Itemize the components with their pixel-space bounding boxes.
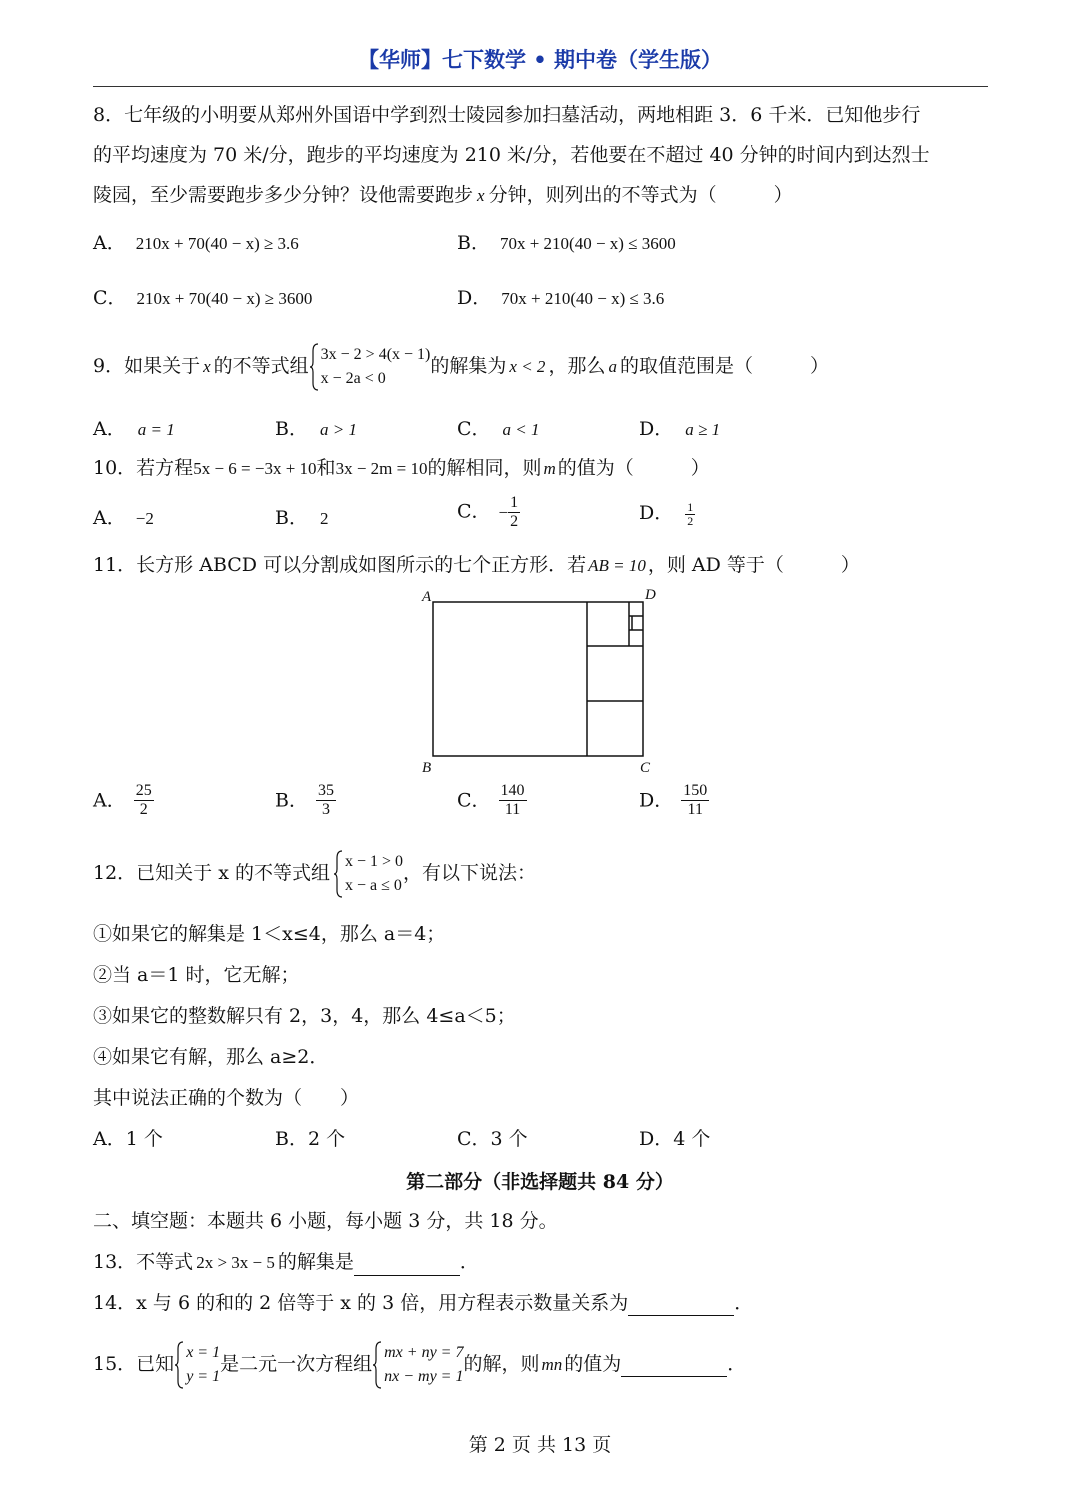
q12-system-row2: x − a ≤ 0 xyxy=(344,877,402,894)
q12-stem xyxy=(93,845,536,901)
q9-text: 的不等式组 xyxy=(213,355,309,377)
q15-stem xyxy=(93,1336,746,1393)
q9-option-c xyxy=(457,416,540,443)
option-value: −2 xyxy=(135,509,154,528)
option-label: C． xyxy=(457,789,491,812)
q15-solution-row2: y = 1 xyxy=(186,1368,221,1385)
option-fraction xyxy=(134,782,154,819)
q15-text: ． xyxy=(727,1353,747,1375)
q15-answer-blank[interactable] xyxy=(621,1354,727,1377)
option-label: A． xyxy=(93,789,126,812)
q12-statement-3: ③如果它的整数解只有 2，3，4，那么 4≤a＜5； xyxy=(93,1005,516,1027)
fraction-denominator: 2 xyxy=(139,801,148,818)
q11-text: ，则 AD 等于（ ） xyxy=(647,554,860,576)
rectangle-abcd xyxy=(433,602,643,756)
q13-inequality: 2x > 3x − 5 xyxy=(196,1253,275,1272)
q9-system-row1: 3x − 2 > 4(x − 1) xyxy=(320,346,431,363)
q8-line1: 8．七年级的小明要从郑州外国语中学到烈士陵园参加扫墓活动，两地相距 3．6 千米．已知他步行 xyxy=(93,104,921,126)
brace-icon xyxy=(174,1341,184,1389)
q9-var-x: x xyxy=(203,357,211,376)
q14-text: 14．x 与 6 的和的 2 倍等于 x 的 3 倍，用方程表示数量关系为 xyxy=(93,1292,629,1314)
q8-line3 xyxy=(93,182,793,209)
option-fraction xyxy=(316,782,336,819)
fill-blank-intro: 二、填空题：本题共 6 小题，每小题 3 分，共 18 分。 xyxy=(93,1210,558,1232)
q12-statement-1: ①如果它的解集是 1＜x≤4，那么 a＝4； xyxy=(93,923,446,945)
option-formula: a ≥ 1 xyxy=(685,420,721,439)
q8-option-c xyxy=(93,285,312,312)
q10-text: 10．若方程 xyxy=(93,457,194,479)
q12-option-a: A．1 个 xyxy=(93,1128,163,1150)
page-header: 【华师】七下数学 • 期中卷（学生版） xyxy=(357,48,723,72)
q12-statement-2: ②当 a＝1 时，它无解； xyxy=(93,964,300,986)
q15-text: 15．已知 xyxy=(93,1353,175,1375)
q8-line2: 的平均速度为 70 米/分，跑步的平均速度为 210 米/分，若他要在不超过 40 分钟的时间内到达烈士 xyxy=(93,144,930,166)
option-label: A． xyxy=(93,232,126,254)
option-label: C． xyxy=(457,500,491,523)
q9-text: ，那么 xyxy=(548,355,606,377)
option-label: D． xyxy=(639,502,674,524)
q12-text: 12．已知关于 x 的不等式组 xyxy=(93,862,330,884)
q13-answer-blank[interactable] xyxy=(354,1253,460,1276)
q15-text: 是二元一次方程组 xyxy=(220,1353,373,1375)
option-label: B． xyxy=(275,507,308,529)
q9-system xyxy=(309,343,431,391)
q10-stem xyxy=(93,455,710,482)
q9-text: 9．如果关于 xyxy=(93,355,201,377)
q13-text: 的解集是 xyxy=(277,1251,354,1273)
q10-text: 的解相同，则 xyxy=(427,457,542,479)
option-label: C． xyxy=(457,418,491,440)
q11-option-d xyxy=(639,782,709,819)
q9-system-row2: x − 2a < 0 xyxy=(320,370,386,387)
vertex-label-b: B xyxy=(422,760,432,776)
q9-var-a: a xyxy=(608,357,617,376)
fraction-numerator: 1 xyxy=(687,499,694,514)
vertex-label-a: A xyxy=(422,589,432,605)
option-formula: 70x + 210(40 − x) ≤ 3.6 xyxy=(501,289,665,308)
q9-text: 的取值范围是（ ） xyxy=(619,355,829,377)
option-formula: 210x + 70(40 − x) ≥ 3.6 xyxy=(135,234,299,253)
option-fraction xyxy=(508,494,520,531)
q8-option-a xyxy=(93,230,299,257)
option-formula: a = 1 xyxy=(137,420,175,439)
q15-equation-system xyxy=(372,1341,463,1389)
q12-option-b: B．2 个 xyxy=(275,1128,346,1150)
option-label: B． xyxy=(275,789,308,812)
fraction-numerator: 25 xyxy=(135,782,152,799)
option-label: B． xyxy=(275,418,308,440)
fraction-denominator: 11 xyxy=(504,801,521,818)
option-label: D． xyxy=(639,789,674,812)
q12-option-d: D．4 个 xyxy=(639,1128,711,1150)
fraction-denominator: 11 xyxy=(687,801,703,818)
brace-icon xyxy=(372,1341,382,1389)
q12-option-c: C．3 个 xyxy=(457,1128,528,1150)
vertex-label-d: D xyxy=(645,587,656,603)
option-label: A． xyxy=(93,418,126,440)
fraction-numerator: 150 xyxy=(683,782,708,799)
q10-text: 和 xyxy=(316,457,336,479)
q8-line3-b: 分钟，则列出的不等式为（ ） xyxy=(488,184,793,206)
option-formula: 210x + 70(40 − x) ≥ 3600 xyxy=(136,289,313,308)
q10-equation-1: 5x − 6 = −3x + 10 xyxy=(193,459,317,478)
q15-text: 的值为 xyxy=(564,1353,622,1375)
q15-text: 的解，则 xyxy=(463,1353,540,1375)
q14-answer-blank[interactable] xyxy=(628,1293,734,1316)
page-footer: 第 2 页 共 13 页 xyxy=(468,1434,612,1456)
option-label: A． xyxy=(93,507,126,529)
vertex-label-c: C xyxy=(640,760,651,776)
option-label: D． xyxy=(457,287,492,309)
q13-text: ． xyxy=(459,1251,479,1273)
option-fraction xyxy=(685,501,695,528)
option-formula: a < 1 xyxy=(502,420,540,439)
q11-text: 11．长方形 ABCD 可以分割成如图所示的七个正方形．若 xyxy=(93,554,587,576)
q9-condition: x < 2 xyxy=(509,357,546,376)
q12-text: ，有以下说法： xyxy=(403,862,537,884)
q9-stem xyxy=(93,338,829,395)
option-formula: 70x + 210(40 − x) ≤ 3600 xyxy=(499,234,676,253)
q13-stem xyxy=(93,1249,479,1276)
q15-equation-row1: mx + ny = 7 xyxy=(384,1344,464,1361)
q10-option-b xyxy=(275,505,328,532)
q11-condition: AB = 10 xyxy=(588,556,646,575)
q9-option-a xyxy=(93,416,175,443)
section-heading: 第二部分（非选择题共 84 分） xyxy=(406,1171,674,1193)
q15-solution-row1: x = 1 xyxy=(186,1344,221,1361)
q14-stem xyxy=(93,1290,753,1316)
fraction-denominator: 3 xyxy=(321,801,330,818)
option-formula: a > 1 xyxy=(319,420,357,439)
q9-option-d xyxy=(639,416,720,443)
fraction-numerator: 1 xyxy=(510,494,519,511)
q9-text: 的解集为 xyxy=(430,355,507,377)
q8-option-b xyxy=(457,230,676,257)
q10-equation-2: 3x − 2m = 10 xyxy=(335,459,428,478)
rectangle-figure xyxy=(410,582,670,780)
brace-icon xyxy=(309,343,319,391)
q15-var-mn: mn xyxy=(541,1355,563,1374)
option-fraction xyxy=(681,782,709,819)
q13-text: 13．不等式 xyxy=(93,1251,194,1273)
q11-stem xyxy=(93,552,860,579)
fraction-numerator: 35 xyxy=(317,782,334,799)
q10-option-d xyxy=(639,500,695,528)
brace-icon xyxy=(333,850,343,898)
q9-option-b xyxy=(275,416,357,443)
q10-option-c xyxy=(457,494,520,531)
q10-var-m: m xyxy=(543,459,556,478)
q8-line3-a: 陵园，至少需要跑步多少分钟？设他需要跑步 xyxy=(93,184,474,206)
header-divider xyxy=(93,86,988,87)
q10-text: 的值为（ ） xyxy=(557,457,710,479)
fraction-numerator: 140 xyxy=(500,782,525,799)
q12-question: 其中说法正确的个数为（ ） xyxy=(93,1087,360,1109)
option-fraction xyxy=(499,782,527,819)
q8-option-d xyxy=(457,285,664,312)
fraction-denominator: 2 xyxy=(687,513,694,528)
fraction-denominator: 2 xyxy=(510,513,519,530)
option-value: 2 xyxy=(319,509,329,528)
q10-option-a xyxy=(93,505,154,532)
q15-equation-row2: nx − my = 1 xyxy=(384,1368,464,1385)
q11-option-c xyxy=(457,782,527,819)
option-sign: − xyxy=(498,502,509,522)
q11-option-a xyxy=(93,782,154,819)
option-label: B． xyxy=(457,232,490,254)
q8-var-x: x xyxy=(477,186,485,205)
q11-option-b xyxy=(275,782,336,819)
q14-text: ． xyxy=(734,1292,754,1314)
q12-system xyxy=(333,850,403,898)
option-label: C． xyxy=(93,287,127,309)
q15-solution-system xyxy=(174,1341,220,1389)
q12-system-row1: x − 1 > 0 xyxy=(344,853,404,870)
option-label: D． xyxy=(639,418,674,440)
q12-statement-4: ④如果它有解，那么 a≥2． xyxy=(93,1046,329,1068)
